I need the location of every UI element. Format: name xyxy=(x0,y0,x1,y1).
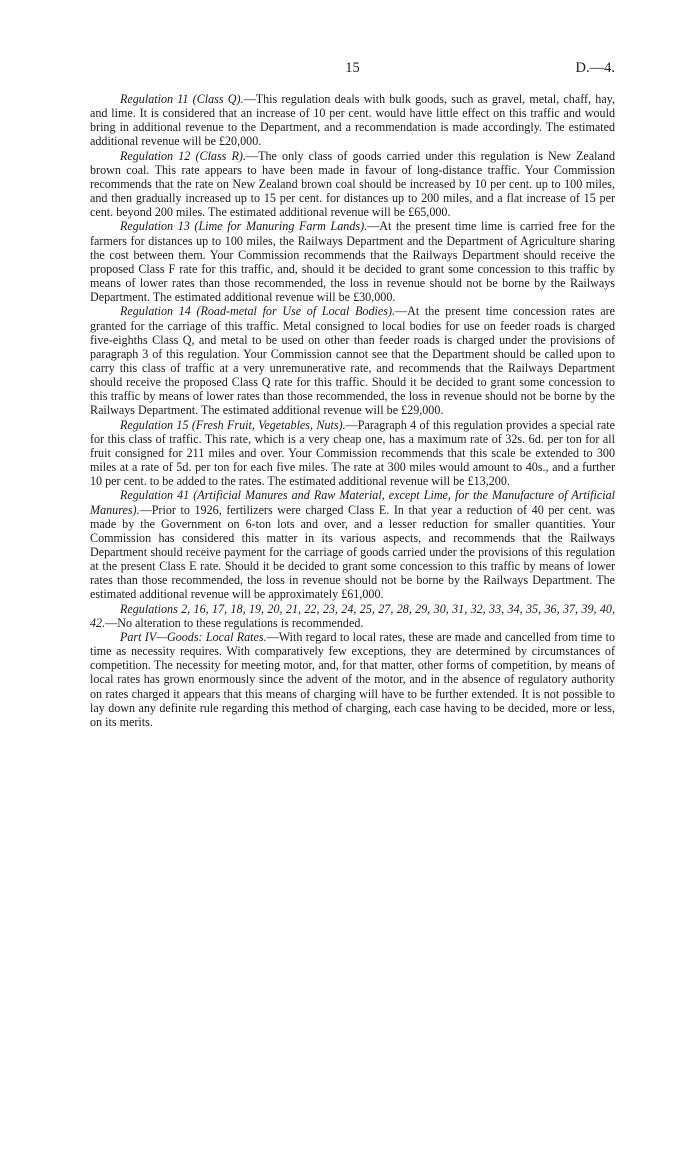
paragraph-text: —Prior to 1926, fertilizers were charged Class E. In that year a reduction of 40 per cent. was made by the Government on 6-ton lots and over, and a lesser reduction for smaller quantities. Your Commission has considered this matter in its various aspects, and recommends that the Railways Department should receive payment for the carriage of goods carried under the provisions of this regulation at the present Class E rate. Should it be decided to grant some concession to this traffic by means of lower rates than those recommended, the loss in revenue should not be borne by the Railways Department. The estimated additional revenue will be approximately £61,000. xyxy=(90,502,615,602)
paragraph-part-iv-local-rates xyxy=(90,630,615,729)
paragraph-text: —With regard to local rates, these are made and cancelled from time to time as necessity requires. With comparatively few exceptions, they are determined by circumstances of competition. The necessity for meeting motor, and, for that matter, other forms of competition, by means of local rates has grown enormously since the advent of the motor, and in the absence of regulatory authority on rates charged it appears that this means of charging will have to be further extended. It is not possible to lay down any definite rule regarding this method of charging, each case having to be decided, more or less, on its merits. xyxy=(90,629,615,729)
paragraph-other-regulations xyxy=(90,602,615,630)
paragraph-text: —At the present time concession rates are granted for the carriage of this traffic. Metal consigned to local bodies for use on feeder roads is charged five-eighths Class Q, and metal to be used on other than feeder roads is charged under the provisions of paragraph 3 of this regulation. Your Commission cannot see that the Department should be called upon to carry this class of traffic at a very unremunerative rate, and recommends that the Railways Department should receive the proposed Class Q rate for this traffic. Should it be decided to grant some concession to this traffic by means of lower rates than those recommended, the loss in revenue should not be borne by the Railways Department. The estimated additional revenue will be £29,000. xyxy=(90,304,615,418)
paragraph-regulation-11 xyxy=(90,92,615,149)
document-reference: D.—4. xyxy=(575,60,615,76)
page-number: 15 xyxy=(345,60,360,76)
paragraph-text: —No alteration to these regulations is recommended. xyxy=(105,615,364,630)
paragraph-regulation-12 xyxy=(90,149,615,220)
paragraph-heading: Regulation 41 (Artificial Manures and Raw Material, except Lime, for the Manufacture of Artificial Manures). xyxy=(90,488,615,517)
paragraph-regulation-13 xyxy=(90,219,615,304)
paragraph-heading: Regulation 13 (Lime for Manuring Farm Lands). xyxy=(120,219,368,234)
paragraph-heading: Regulation 12 (Class R). xyxy=(120,148,246,163)
paragraph-heading: Regulations 2, 16, 17, 18, 19, 20, 21, 22, 23, 24, 25, 27, 28, 29, 30, 31, 32, 33, 34, 35, 36, 37, 39, 40, 42. xyxy=(90,601,615,630)
paragraph-regulation-15 xyxy=(90,418,615,489)
paragraph-heading: Regulation 14 (Road-metal for Use of Local Bodies). xyxy=(120,304,396,319)
paragraph-text: —This regulation deals with bulk goods, such as gravel, metal, chaff, hay, and lime. It is considered that an increase of 10 per cent. would have little effect on this traffic and would bring in additional revenue to the Department, and a recommendation is made accordingly. The estimated additional revenue will be £20,000. xyxy=(90,92,615,149)
paragraph-heading: Part IV—Goods: Local Rates. xyxy=(120,629,267,644)
paragraph-text: —At the present time lime is carried free for the farmers for distances up to 100 miles, the Railways Department and the Department of Agriculture sharing the cost between them. Your Commission recommends that the Railways Department should receive the proposed Class F rate for this traffic, and, should it be decided to grant some concession to this traffic by means of lower rates than those recommended, the loss in revenue should not be borne by the Railways Department. The estimated additional revenue will be £30,000. xyxy=(90,219,615,305)
page-header xyxy=(90,60,615,82)
paragraph-text: —The only class of goods carried under this regulation is New Zealand brown coal. This rate appears to have been made in favour of long-distance traffic. Your Commission recommends that the rate on New Zealand brown coal should be increased by 10 per cent. up to 100 miles, and then gradually increased up to 15 per cent. for distances up to 200 miles, and a flat increase of 15 per cent. beyond 200 miles. The estimated additional revenue will be £65,000. xyxy=(90,148,615,220)
paragraph-heading: Regulation 11 (Class Q). xyxy=(120,92,244,106)
paragraph-regulation-14 xyxy=(90,304,615,417)
body-text xyxy=(90,92,615,729)
paragraph-heading: Regulation 15 (Fresh Fruit, Vegetables, Nuts). xyxy=(120,417,346,432)
paragraph-regulation-41 xyxy=(90,488,615,601)
paragraph-text: —Paragraph 4 of this regulation provides a special rate for this class of traffic. This rate, which is a very cheap one, has a maximum rate of 32s. 6d. per ton for all fruit consigned for 211 miles and over. Your Commission recommends that this scale be extended to 300 miles at a rate of 5d. per ton for each five miles. The rate at 300 miles would amount to 40s., and a further 10 per cent. to be added to the rates. The estimated additional revenue will be £13,200. xyxy=(90,417,615,489)
